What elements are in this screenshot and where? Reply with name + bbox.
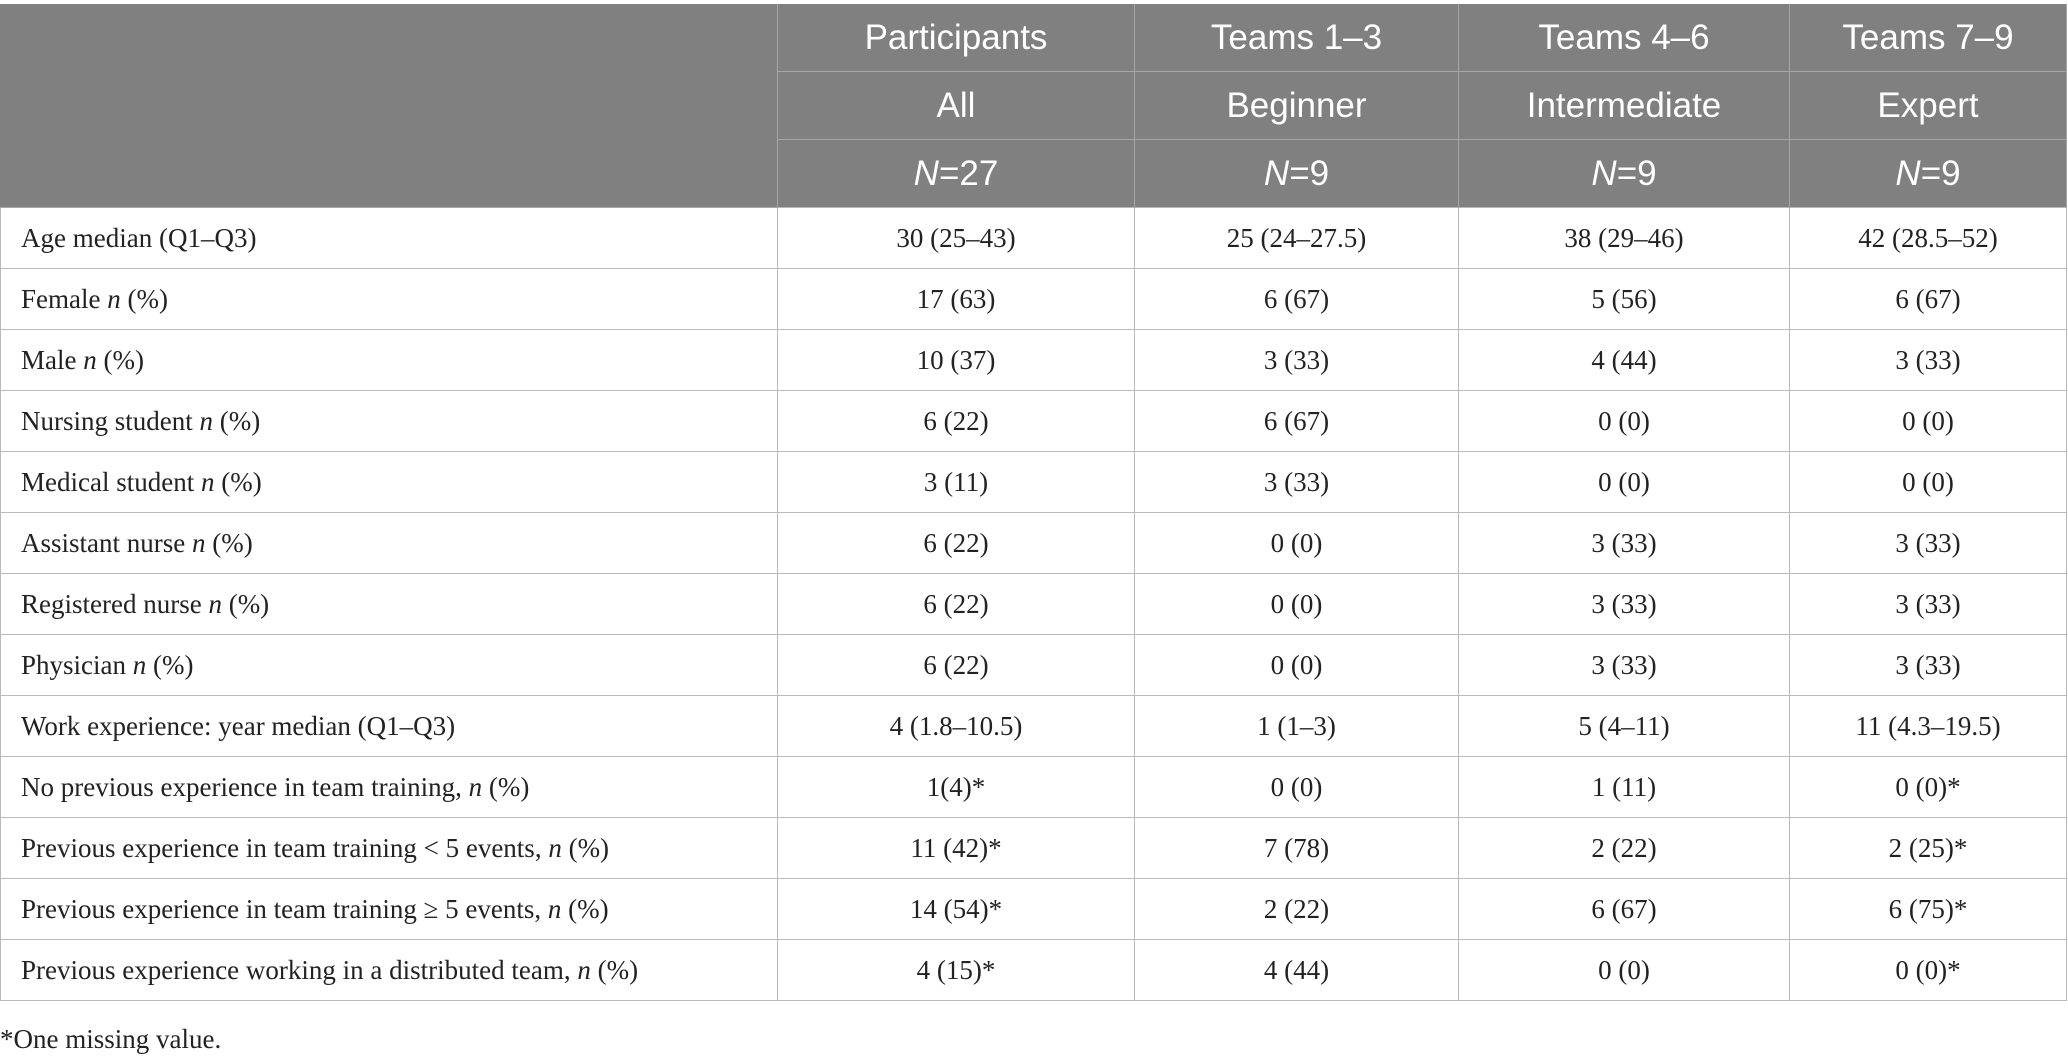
row-label-italic: n [132, 649, 147, 680]
row-label: Age median (Q1–Q3) [21, 222, 257, 253]
value-cell: 17 (63) [778, 269, 1135, 330]
value-cell: 3 (33) [1790, 635, 2067, 696]
header-n-cell [778, 140, 1135, 208]
table-row [1, 574, 2067, 635]
value-cell: 2 (22) [1459, 818, 1790, 879]
value-cell: 11 (4.3–19.5) [1790, 696, 2067, 757]
header-n-cell [1459, 140, 1790, 208]
row-label-italic: n [200, 466, 215, 497]
value-cell: 3 (33) [1790, 513, 2067, 574]
value-cell: 2 (22) [1135, 879, 1459, 940]
header-row-groups [1, 4, 2067, 72]
row-label-cell [1, 879, 778, 940]
row-label-cell [1, 818, 778, 879]
row-label-suffix: (%) [214, 466, 262, 497]
table-row [1, 330, 2067, 391]
n-value: =9 [1920, 153, 1961, 193]
value-cell: 2 (25)* [1790, 818, 2067, 879]
table-row [1, 940, 2067, 1001]
row-label-italic: n [83, 344, 97, 375]
header-cell: Teams 1–3 [1135, 4, 1459, 72]
row-label-italic: n [547, 893, 562, 924]
header-corner-cell [1, 4, 778, 208]
value-cell: 0 (0) [1459, 452, 1790, 513]
value-cell: 38 (29–46) [1459, 208, 1790, 269]
value-cell: 6 (67) [1790, 269, 2067, 330]
value-cell: 0 (0) [1135, 513, 1459, 574]
header-cell: Teams 7–9 [1790, 4, 2067, 72]
value-cell: 3 (33) [1790, 330, 2067, 391]
table-row [1, 391, 2067, 452]
value-cell: 6 (22) [778, 635, 1135, 696]
row-label: Work experience: year median (Q1–Q3) [21, 710, 456, 741]
value-cell: 0 (0) [1459, 391, 1790, 452]
value-cell: 3 (33) [1135, 452, 1459, 513]
header-n-cell [1135, 140, 1459, 208]
value-cell: 4 (15)* [778, 940, 1135, 1001]
table-row [1, 269, 2067, 330]
header-cell: Teams 4–6 [1459, 4, 1790, 72]
value-cell: 5 (56) [1459, 269, 1790, 330]
value-cell: 0 (0)* [1790, 757, 2067, 818]
row-label-suffix: (%) [213, 405, 261, 436]
value-cell: 10 (37) [778, 330, 1135, 391]
value-cell: 0 (0) [1135, 757, 1459, 818]
row-label-cell [1, 391, 778, 452]
row-label-italic: n [199, 405, 213, 436]
table-row [1, 879, 2067, 940]
row-label-cell [1, 696, 778, 757]
row-label: Previous experience in team training < 5 events, [21, 832, 549, 863]
row-label-suffix: (%) [561, 832, 610, 863]
value-cell: 6 (75)* [1790, 879, 2067, 940]
participant-characteristics-table [0, 4, 2067, 1001]
row-label-italic: n [548, 832, 562, 863]
table-row [1, 757, 2067, 818]
table-row [1, 452, 2067, 513]
value-cell: 4 (1.8–10.5) [778, 696, 1135, 757]
value-cell: 11 (42)* [778, 818, 1135, 879]
row-label-italic: n [208, 588, 222, 619]
value-cell: 1 (1–3) [1135, 696, 1459, 757]
value-cell: 3 (33) [1459, 574, 1790, 635]
row-label-cell [1, 330, 778, 391]
value-cell: 6 (67) [1459, 879, 1790, 940]
table-body [1, 208, 2067, 1001]
row-label-cell [1, 635, 778, 696]
table-container [0, 4, 2066, 1001]
table-footnote: *One missing value. [0, 1024, 222, 1054]
value-cell: 1 (11) [1459, 757, 1790, 818]
row-label-suffix: (%) [120, 283, 168, 314]
value-cell: 6 (67) [1135, 391, 1459, 452]
row-label: Registered nurse [21, 588, 209, 619]
header-cell: Expert [1790, 72, 2067, 140]
value-cell: 42 (28.5–52) [1790, 208, 2067, 269]
value-cell: 30 (25–43) [778, 208, 1135, 269]
row-label-suffix: (%) [482, 771, 530, 802]
row-label-cell [1, 574, 778, 635]
value-cell: 6 (22) [778, 574, 1135, 635]
n-variable: N [1895, 153, 1921, 193]
row-label: Male [21, 344, 84, 375]
row-label: Assistant nurse [21, 527, 192, 558]
table-row [1, 818, 2067, 879]
value-cell: 0 (0)* [1790, 940, 2067, 1001]
value-cell: 7 (78) [1135, 818, 1459, 879]
row-label: No previous experience in team training, [21, 771, 469, 802]
value-cell: 3 (33) [1135, 330, 1459, 391]
row-label: Nursing student [21, 405, 200, 436]
value-cell: 5 (4–11) [1459, 696, 1790, 757]
row-label-cell [1, 208, 778, 269]
row-label: Physician [21, 649, 133, 680]
n-variable: N [913, 153, 939, 193]
value-cell: 6 (22) [778, 513, 1135, 574]
table-row [1, 635, 2067, 696]
row-label-italic: n [192, 527, 206, 558]
row-label-italic: n [468, 771, 483, 802]
value-cell: 25 (24–27.5) [1135, 208, 1459, 269]
value-cell: 0 (0) [1790, 452, 2067, 513]
value-cell: 1(4)* [778, 757, 1135, 818]
row-label: Previous experience in team training ≥ 5 events, [21, 893, 548, 924]
table-row [1, 208, 2067, 269]
row-label-suffix: (%) [146, 649, 194, 680]
table-row [1, 696, 2067, 757]
row-label-italic: n [577, 954, 591, 985]
n-value: =9 [1616, 153, 1657, 193]
row-label-suffix: (%) [205, 527, 253, 558]
row-label-cell [1, 452, 778, 513]
value-cell: 4 (44) [1135, 940, 1459, 1001]
row-label-suffix: (%) [561, 893, 609, 924]
row-label-cell [1, 513, 778, 574]
header-n-cell [1790, 140, 2067, 208]
table-header [1, 4, 2067, 208]
value-cell: 4 (44) [1459, 330, 1790, 391]
row-label-cell [1, 940, 778, 1001]
row-label: Previous experience working in a distributed team, [21, 954, 578, 985]
n-variable: N [1263, 153, 1290, 193]
row-label-cell [1, 269, 778, 330]
n-variable: N [1591, 153, 1617, 193]
row-label: Female [21, 283, 108, 314]
value-cell: 0 (0) [1135, 574, 1459, 635]
row-label-italic: n [107, 283, 121, 314]
n-value: =27 [938, 153, 999, 193]
value-cell: 3 (33) [1790, 574, 2067, 635]
header-cell: Beginner [1135, 72, 1459, 140]
value-cell: 14 (54)* [778, 879, 1135, 940]
value-cell: 0 (0) [1459, 940, 1790, 1001]
row-label-suffix: (%) [221, 588, 270, 619]
value-cell: 6 (67) [1135, 269, 1459, 330]
value-cell: 0 (0) [1135, 635, 1459, 696]
value-cell: 3 (33) [1459, 635, 1790, 696]
table-row [1, 513, 2067, 574]
value-cell: 3 (11) [778, 452, 1135, 513]
n-value: =9 [1289, 153, 1330, 193]
header-cell: Participants [778, 4, 1135, 72]
row-label: Medical student [21, 466, 201, 497]
header-cell: All [778, 72, 1135, 140]
row-label-suffix: (%) [590, 954, 639, 985]
value-cell: 3 (33) [1459, 513, 1790, 574]
value-cell: 6 (22) [778, 391, 1135, 452]
row-label-suffix: (%) [96, 344, 144, 375]
value-cell: 0 (0) [1790, 391, 2067, 452]
row-label-cell [1, 757, 778, 818]
header-cell: Intermediate [1459, 72, 1790, 140]
